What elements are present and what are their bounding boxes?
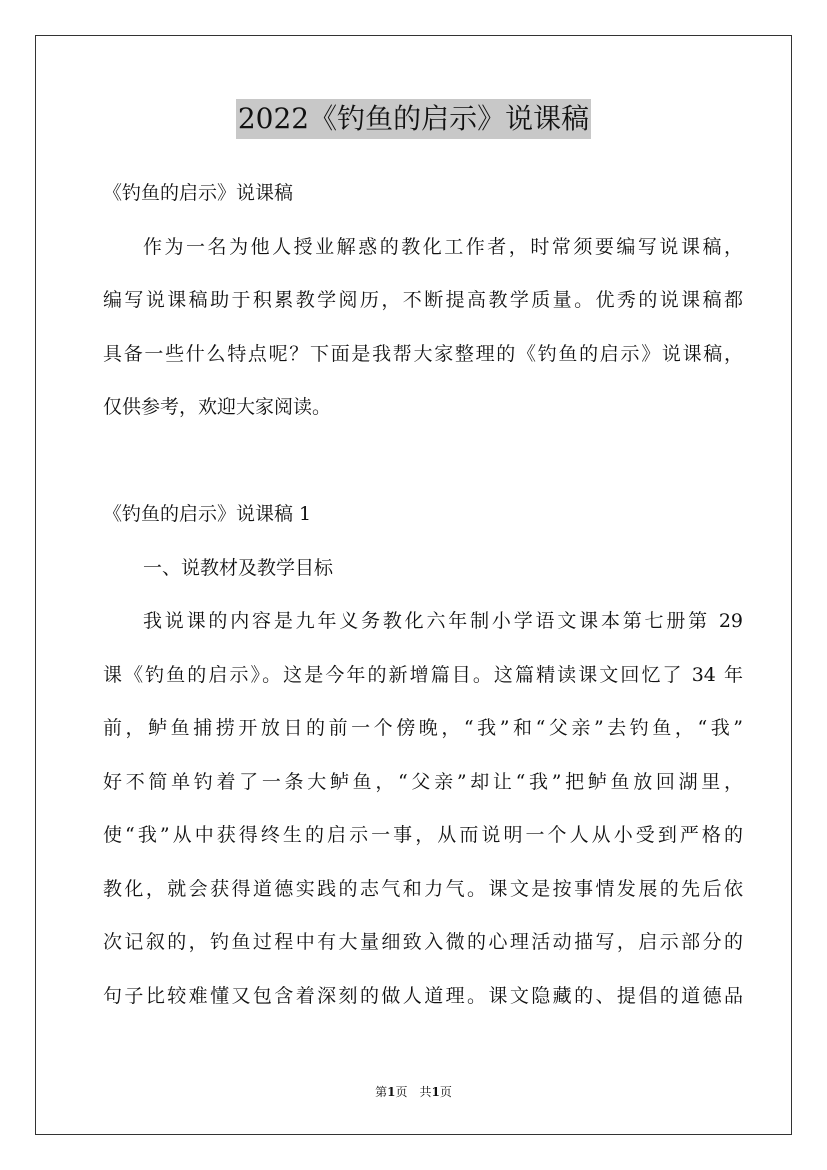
section-heading: 一、说教材及教学目标 xyxy=(143,556,334,579)
body-line-8: 句子比较难懂又包含着深刻的做人道理。课文隐藏的、提倡的道德品 xyxy=(103,984,743,1007)
document-subtitle: 《钓鱼的启示》说课稿 xyxy=(103,182,294,204)
page-footer xyxy=(0,1082,827,1102)
document-title: 2022《钓鱼的启示》说课稿 xyxy=(236,99,591,139)
intro-line-1: 作为一名为他人授业解惑的教化工作者，时常须要编写说课稿， xyxy=(143,235,743,258)
body-line-5: 使“我”从中获得终生的启示一事，从而说明一个人从小受到严格的 xyxy=(103,824,743,846)
footer-page-current: 1 xyxy=(387,1085,396,1099)
title-wrap xyxy=(0,99,827,139)
intro-line-3: 具备一些什么特点呢？下面是我帮大家整理的《钓鱼的启示》说课稿， xyxy=(103,342,743,365)
blank-line xyxy=(103,435,743,489)
body-line-4: 好不简单钓着了一条大鲈鱼，“父亲”却让“我”把鲈鱼放回湖里， xyxy=(103,770,743,793)
document-body xyxy=(103,167,743,1023)
footer-page-prefix: 第 xyxy=(375,1085,388,1099)
body-line-3: 前，鲈鱼捕捞开放日的前一个傍晚，“我”和“父亲”去钓鱼，“我” xyxy=(103,717,743,739)
body-line-1: 我说课的内容是九年义务教化六年制小学语文课本第七册第 29 xyxy=(143,610,743,632)
intro-line-2: 编写说课稿助于积累教学阅历，不断提高教学质量。优秀的说课稿都 xyxy=(103,289,743,311)
section-title: 《钓鱼的启示》说课稿 1 xyxy=(103,503,312,525)
footer-page-mid: 页 共 xyxy=(395,1085,432,1099)
body-line-6: 教化，就会获得道德实践的志气和力气。课文是按事情发展的先后依 xyxy=(103,877,743,900)
body-line-2: 课《钓鱼的启示》。这是今年的新增篇目。这篇精读课文回忆了 34 年 xyxy=(103,663,743,686)
footer-page-suffix: 页 xyxy=(439,1085,452,1099)
intro-line-4: 仅供参考，欢迎大家阅读。 xyxy=(103,396,332,418)
body-line-7: 次记叙的，钓鱼过程中有大量细致入微的心理活动描写，启示部分的 xyxy=(103,931,743,953)
footer-page-total: 1 xyxy=(431,1085,440,1099)
